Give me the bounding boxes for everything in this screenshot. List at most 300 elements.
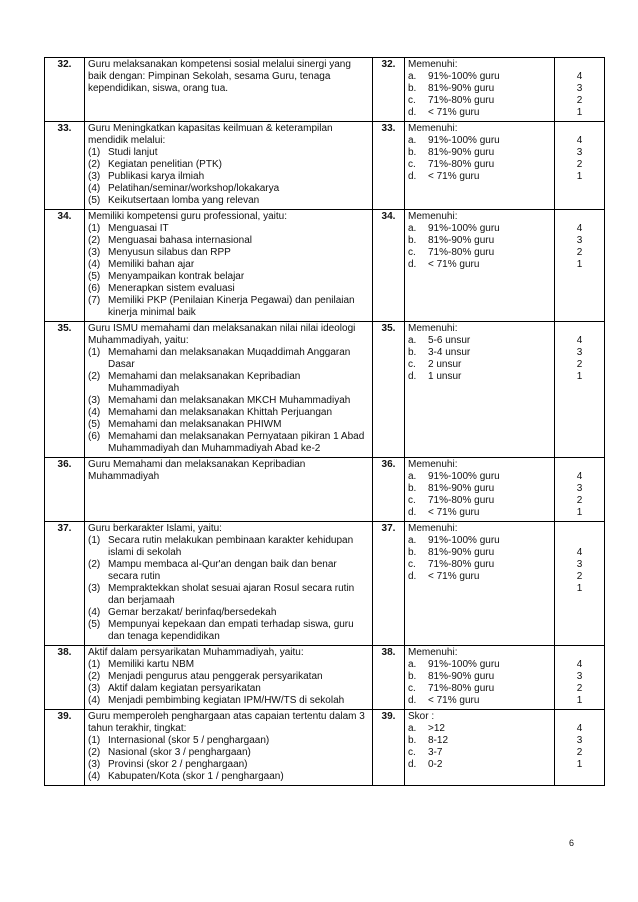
score-value: 1 [576, 371, 583, 382]
scoring-option-list [408, 223, 551, 271]
criterion-item-marker: (3) [88, 683, 101, 694]
criterion-item-marker: (5) [88, 271, 101, 282]
scoring-option [408, 683, 551, 695]
criterion-item-marker: (7) [88, 295, 101, 306]
scoring-option-letter: c. [408, 747, 416, 758]
score-cell [555, 122, 605, 210]
criteria-row [45, 58, 605, 122]
scoring-option [408, 259, 551, 271]
criterion-item-text: Memahami dan melaksanakan Muqaddimah Anggaran Dasar [108, 347, 351, 370]
scoring-option-text: 71%-80% guru [428, 495, 495, 506]
scoring-option [408, 559, 551, 571]
criterion-item-text: Nasional (skor 3 / penghargaan) [108, 747, 251, 758]
criterion-item [88, 419, 369, 431]
scoring-option [408, 747, 551, 759]
scoring-option [408, 347, 551, 359]
score-list [558, 59, 601, 119]
criterion-cell [85, 58, 373, 122]
criterion-item-list [88, 659, 369, 707]
scoring-option-text: 3-7 [428, 747, 443, 758]
criterion-item [88, 671, 369, 683]
scoring-option-text: 81%-90% guru [428, 235, 495, 246]
scoring-option-letter: b. [408, 671, 417, 682]
scoring-heading: Memenuhi: [408, 323, 458, 334]
scoring-cell [405, 58, 555, 122]
criterion-item [88, 259, 369, 271]
scoring-option-text: 91%-100% guru [428, 471, 500, 482]
criterion-item-text: Mempunyai kepekaan dan empati terhadap siswa, guru dan tenaga kependidikan [108, 619, 354, 642]
criterion-item [88, 607, 369, 619]
criterion-text: Guru memperoleh penghargaan atas capaian tertentu dalam 3 tahun terakhir, tingkat: [88, 711, 365, 734]
criterion-item [88, 271, 369, 283]
criteria-row [45, 710, 605, 786]
criterion-item [88, 747, 369, 759]
criterion-item-marker: (3) [88, 759, 101, 770]
scoring-option-text: 71%-80% guru [428, 683, 495, 694]
criterion-text: Aktif dalam persyarikatan Muhammadiyah, yaitu: [88, 647, 304, 658]
criteria-row [45, 122, 605, 210]
score-value: 1 [576, 171, 583, 182]
criterion-item [88, 371, 369, 395]
criterion-item-marker: (3) [88, 247, 101, 258]
criterion-text: Guru Meningkatkan kapasitas keilmuan & keterampilan mendidik melalui: [88, 123, 333, 146]
scoring-option [408, 247, 551, 259]
scoring-option [408, 535, 551, 547]
row-number-repeat: 36. [373, 458, 405, 522]
score-list [558, 523, 601, 595]
scoring-option [408, 95, 551, 107]
criterion-item-marker: (2) [88, 235, 101, 246]
scoring-option-list [408, 659, 551, 707]
criteria-row [45, 210, 605, 322]
criterion-item-text: Menjadi pembimbing kegiatan IPM/HW/TS di sekolah [108, 695, 345, 706]
criterion-item [88, 659, 369, 671]
scoring-cell [405, 710, 555, 786]
criterion-item [88, 535, 369, 559]
criterion-item-marker: (4) [88, 259, 101, 270]
criterion-item [88, 235, 369, 247]
criterion-item [88, 147, 369, 159]
criterion-item-marker: (4) [88, 771, 101, 782]
row-number-repeat: 39. [373, 710, 405, 786]
criterion-item-list [88, 147, 369, 207]
criterion-item-text: Aktif dalam kegiatan persyarikatan [108, 683, 261, 694]
scoring-cell [405, 646, 555, 710]
criterion-item [88, 759, 369, 771]
criterion-item [88, 195, 369, 207]
score-list [558, 459, 601, 519]
scoring-option [408, 147, 551, 159]
row-number: 39. [45, 710, 85, 786]
criterion-item-text: Pelatihan/seminar/workshop/lokakarya [108, 183, 280, 194]
score-value: 4 [576, 723, 583, 734]
scoring-option-letter: a. [408, 535, 417, 546]
criteria-row [45, 458, 605, 522]
criteria-table-body [45, 58, 605, 786]
criterion-item-marker: (5) [88, 195, 101, 206]
score-value: 3 [576, 347, 583, 358]
scoring-option-letter: d. [408, 259, 417, 270]
criterion-item-marker: (6) [88, 431, 101, 442]
score-cell [555, 710, 605, 786]
criterion-item-text: Provinsi (skor 2 / penghargaan) [108, 759, 248, 770]
scoring-option-letter: d. [408, 171, 417, 182]
scoring-option-list [408, 135, 551, 183]
criterion-item-marker: (1) [88, 223, 101, 234]
scoring-option-text: < 71% guru [428, 507, 480, 518]
scoring-option-letter: a. [408, 723, 417, 734]
scoring-option-text: 71%-80% guru [428, 247, 495, 258]
criterion-item [88, 771, 369, 783]
criterion-item [88, 171, 369, 183]
row-number: 36. [45, 458, 85, 522]
scoring-option-text: 3-4 unsur [428, 347, 471, 358]
scoring-option [408, 71, 551, 83]
scoring-option-letter: d. [408, 107, 417, 118]
scoring-option-letter: b. [408, 235, 417, 246]
score-value: 4 [576, 335, 583, 346]
criterion-item-text: Kegiatan penelitian (PTK) [108, 159, 222, 170]
scoring-option-list [408, 535, 551, 583]
scoring-option-text: 2 unsur [428, 359, 462, 370]
criterion-text: Guru ISMU memahami dan melaksanakan nilai nilai ideologi Muhammadiyah, yaitu: [88, 323, 356, 346]
scoring-option [408, 671, 551, 683]
criterion-item-marker: (1) [88, 147, 101, 158]
criterion-text: Memiliki kompetensi guru professional, yaitu: [88, 211, 287, 222]
criterion-item-list [88, 223, 369, 319]
criterion-item-list [88, 535, 369, 643]
scoring-option-letter: a. [408, 335, 417, 346]
scoring-option [408, 171, 551, 183]
scoring-option-list [408, 723, 551, 771]
scoring-option-text: 71%-80% guru [428, 95, 495, 106]
score-value: 4 [576, 223, 583, 234]
score-value: 1 [576, 583, 583, 594]
criterion-item-marker: (1) [88, 735, 101, 746]
criterion-item-text: Kabupaten/Kota (skor 1 / penghargaan) [108, 771, 284, 782]
scoring-option-letter: b. [408, 547, 417, 558]
criterion-item-text: Menerapkan sistem evaluasi [108, 283, 235, 294]
scoring-cell [405, 122, 555, 210]
row-number: 33. [45, 122, 85, 210]
criterion-item-text: Secara rutin melakukan pembinaan karakter kehidupan islami di sekolah [108, 535, 354, 558]
score-list [558, 211, 601, 271]
criterion-cell [85, 522, 373, 646]
criterion-item-list [88, 347, 369, 455]
scoring-option [408, 483, 551, 495]
criteria-row [45, 322, 605, 458]
scoring-option-text: < 71% guru [428, 171, 480, 182]
criterion-item-marker: (3) [88, 583, 101, 594]
scoring-option-letter: c. [408, 359, 416, 370]
score-value: 2 [576, 747, 583, 758]
score-cell [555, 646, 605, 710]
scoring-option [408, 371, 551, 383]
scoring-option-letter: a. [408, 471, 417, 482]
scoring-option-text: >12 [428, 723, 445, 734]
scoring-option-list [408, 335, 551, 383]
criterion-item-marker: (3) [88, 395, 101, 406]
score-cell [555, 210, 605, 322]
criterion-item-marker: (4) [88, 407, 101, 418]
criterion-item-marker: (2) [88, 159, 101, 170]
scoring-option [408, 359, 551, 371]
scoring-option-text: 5-6 unsur [428, 335, 471, 346]
criterion-item [88, 619, 369, 643]
criterion-item-text: Studi lanjut [108, 147, 158, 158]
scoring-option-text: 1 unsur [428, 371, 462, 382]
row-number: 32. [45, 58, 85, 122]
criterion-cell [85, 210, 373, 322]
criterion-item-text: Menyampaikan kontrak belajar [108, 271, 245, 282]
criterion-item-text: Publikasi karya ilmiah [108, 171, 205, 182]
row-number-repeat: 35. [373, 322, 405, 458]
criterion-item-text: Memiliki PKP (Penilaian Kinerja Pegawai) dan penilaian kinerja minimal baik [108, 295, 355, 318]
criterion-item-text: Memiliki bahan ajar [108, 259, 195, 270]
scoring-option-letter: d. [408, 759, 417, 770]
score-value: 4 [576, 547, 583, 558]
scoring-option-list [408, 471, 551, 519]
scoring-option-text: 91%-100% guru [428, 135, 500, 146]
row-number: 34. [45, 210, 85, 322]
scoring-option-text: 0-2 [428, 759, 443, 770]
score-cell [555, 522, 605, 646]
criterion-item-text: Memiliki kartu NBM [108, 659, 195, 670]
score-value: 1 [576, 759, 583, 770]
row-number: 37. [45, 522, 85, 646]
score-value: 4 [576, 659, 583, 670]
scoring-option-list [408, 71, 551, 119]
score-value: 2 [576, 495, 583, 506]
score-value: 4 [576, 71, 583, 82]
criterion-item-marker: (1) [88, 347, 101, 358]
scoring-heading: Memenuhi: [408, 59, 458, 70]
row-number-repeat: 37. [373, 522, 405, 646]
scoring-option [408, 335, 551, 347]
scoring-option-text: < 71% guru [428, 571, 480, 582]
scoring-heading: Skor : [408, 711, 435, 722]
scoring-option-text: 81%-90% guru [428, 547, 495, 558]
score-value: 1 [576, 107, 583, 118]
criterion-cell [85, 458, 373, 522]
scoring-option-letter: b. [408, 483, 417, 494]
scoring-option-letter: b. [408, 735, 417, 746]
criterion-item [88, 183, 369, 195]
criterion-item-marker: (2) [88, 671, 101, 682]
criterion-item-text: Mempraktekkan sholat sesuai ajaran Rosul secara rutin dan berjamaah [108, 583, 355, 606]
scoring-option [408, 107, 551, 119]
criterion-item [88, 683, 369, 695]
criterion-item-marker: (4) [88, 695, 101, 706]
scoring-option-text: 81%-90% guru [428, 483, 495, 494]
scoring-option [408, 695, 551, 707]
scoring-option-letter: c. [408, 95, 416, 106]
criterion-item-text: Keikutsertaan lomba yang relevan [108, 195, 260, 206]
criterion-item-text: Menjadi pengurus atau penggerak persyarikatan [108, 671, 323, 682]
score-value: 3 [576, 83, 583, 94]
criterion-item-marker: (4) [88, 183, 101, 194]
criterion-item [88, 407, 369, 419]
criterion-cell [85, 646, 373, 710]
score-value: 1 [576, 507, 583, 518]
criterion-item-marker: (2) [88, 747, 101, 758]
criterion-cell [85, 710, 373, 786]
scoring-option [408, 235, 551, 247]
criterion-item-marker: (1) [88, 535, 101, 546]
criterion-item-text: Memahami dan melaksanakan MKCH Muhammadiyah [108, 395, 351, 406]
score-cell [555, 58, 605, 122]
scoring-option-text: 91%-100% guru [428, 659, 500, 670]
scoring-heading: Memenuhi: [408, 211, 458, 222]
score-value: 3 [576, 735, 583, 746]
criterion-item-marker: (6) [88, 283, 101, 294]
row-number-repeat: 38. [373, 646, 405, 710]
score-value: 2 [576, 571, 583, 582]
scoring-option-text: 81%-90% guru [428, 671, 495, 682]
score-value: 1 [576, 695, 583, 706]
criterion-cell [85, 122, 373, 210]
scoring-option-letter: b. [408, 347, 417, 358]
scoring-cell [405, 322, 555, 458]
scoring-option-letter: d. [408, 507, 417, 518]
scoring-cell [405, 458, 555, 522]
criterion-text: Guru Memahami dan melaksanakan Kepribadian Muhammadiyah [88, 459, 306, 482]
scoring-option-letter: a. [408, 659, 417, 670]
score-value: 2 [576, 683, 583, 694]
scoring-option [408, 83, 551, 95]
score-value: 3 [576, 483, 583, 494]
criterion-item-text: Memahami dan melaksanakan PHIWM [108, 419, 282, 430]
criteria-table [44, 57, 605, 786]
scoring-option-letter: d. [408, 371, 417, 382]
scoring-option-letter: d. [408, 571, 417, 582]
row-number: 38. [45, 646, 85, 710]
scoring-heading: Memenuhi: [408, 647, 458, 658]
criterion-item-marker: (2) [88, 371, 101, 382]
score-list [558, 647, 601, 707]
scoring-option [408, 547, 551, 559]
scoring-option [408, 495, 551, 507]
row-number-repeat: 34. [373, 210, 405, 322]
criterion-item [88, 583, 369, 607]
score-value: 3 [576, 147, 583, 158]
row-number: 35. [45, 322, 85, 458]
criterion-item-marker: (5) [88, 419, 101, 430]
scoring-option-letter: b. [408, 83, 417, 94]
criterion-item-text: Memahami dan melaksanakan Kepribadian Muhammadiyah [108, 371, 301, 394]
score-value: 2 [576, 359, 583, 370]
score-value: 3 [576, 235, 583, 246]
score-value: 2 [576, 247, 583, 258]
criterion-item [88, 347, 369, 371]
criteria-row [45, 522, 605, 646]
criterion-item [88, 223, 369, 235]
criterion-item-marker: (3) [88, 171, 101, 182]
criterion-item-text: Memahami dan melaksanakan Pernyataan pikiran 1 Abad Muhammadiyah dan Muhammadiyah Abad ke-2 [108, 431, 365, 454]
scoring-option [408, 471, 551, 483]
scoring-option [408, 507, 551, 519]
criterion-item [88, 559, 369, 583]
page-number: 6 [569, 838, 575, 848]
score-value: 4 [576, 471, 583, 482]
criterion-item [88, 247, 369, 259]
scoring-heading: Memenuhi: [408, 123, 458, 134]
row-number-repeat: 32. [373, 58, 405, 122]
scoring-option-text: < 71% guru [428, 695, 480, 706]
criterion-item [88, 159, 369, 171]
scoring-option-text: 91%-100% guru [428, 71, 500, 82]
criterion-item-text: Menguasai bahasa internasional [108, 235, 252, 246]
criterion-item [88, 283, 369, 295]
scoring-option-letter: d. [408, 695, 417, 706]
score-cell [555, 458, 605, 522]
scoring-option-letter: c. [408, 159, 416, 170]
scoring-option-text: 81%-90% guru [428, 147, 495, 158]
criterion-item-marker: (1) [88, 659, 101, 670]
criterion-item-list [88, 735, 369, 783]
scoring-option-text: 81%-90% guru [428, 83, 495, 94]
scoring-option-letter: b. [408, 147, 417, 158]
scoring-option-letter: c. [408, 683, 416, 694]
scoring-option-letter: a. [408, 71, 417, 82]
scoring-option [408, 659, 551, 671]
scoring-option [408, 223, 551, 235]
scoring-heading: Memenuhi: [408, 523, 458, 534]
criteria-row [45, 646, 605, 710]
scoring-option-text: 91%-100% guru [428, 535, 500, 546]
score-value: 1 [576, 259, 583, 270]
criterion-item-text: Mampu membaca al-Qur'an dengan baik dan benar secara rutin [108, 559, 337, 582]
score-value: 2 [576, 159, 583, 170]
scoring-option-letter: c. [408, 559, 416, 570]
scoring-heading: Memenuhi: [408, 459, 458, 470]
scoring-option-letter: a. [408, 135, 417, 146]
scoring-option [408, 735, 551, 747]
criterion-item-text: Menyusun silabus dan RPP [108, 247, 231, 258]
criterion-item-text: Internasional (skor 5 / penghargaan) [108, 735, 270, 746]
row-number-repeat: 33. [373, 122, 405, 210]
criterion-item-marker: (5) [88, 619, 101, 630]
scoring-option-text: < 71% guru [428, 107, 480, 118]
scoring-option [408, 759, 551, 771]
score-list [558, 323, 601, 383]
criterion-item-marker: (2) [88, 559, 101, 570]
score-list [558, 711, 601, 771]
score-value: 2 [576, 95, 583, 106]
criterion-item-text: Gemar berzakat/ berinfaq/bersedekah [108, 607, 277, 618]
criterion-item [88, 735, 369, 747]
scoring-option [408, 135, 551, 147]
criterion-item-text: Memahami dan melaksanakan Khittah Perjuangan [108, 407, 333, 418]
score-cell [555, 322, 605, 458]
scoring-option-letter: c. [408, 495, 416, 506]
scoring-option-letter: a. [408, 223, 417, 234]
scoring-option [408, 159, 551, 171]
scoring-option-text: 91%-100% guru [428, 223, 500, 234]
criterion-item [88, 431, 369, 455]
scoring-option-text: 8-12 [428, 735, 449, 746]
score-value: 3 [576, 671, 583, 682]
score-value: 4 [576, 135, 583, 146]
criterion-item-text: Menguasai IT [108, 223, 169, 234]
criterion-text: Guru berkarakter Islami, yaitu: [88, 523, 222, 534]
scoring-option [408, 571, 551, 583]
scoring-cell [405, 210, 555, 322]
scoring-option-text: 71%-80% guru [428, 559, 495, 570]
scoring-option-text: 71%-80% guru [428, 159, 495, 170]
criterion-item [88, 395, 369, 407]
criterion-text: Guru melaksanakan kompetensi sosial melalui sinergi yang baik dengan: Pimpinan Sekolah, sesama Guru, tenaga kependidikan, siswa, orang tua. [88, 59, 351, 94]
